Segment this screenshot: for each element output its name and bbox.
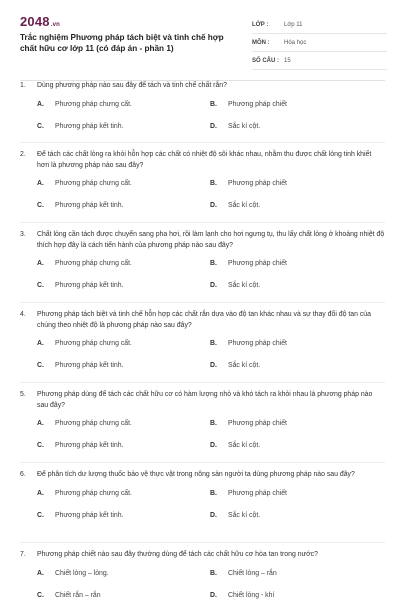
question-text: Để tách các chất lỏng ra khỏi hỗn hợp các chất có nhiệt độ sôi khác nhau, nhằm thu được chất lỏng tinh khiết hơn là phương pháp nào sau đây? bbox=[37, 151, 372, 169]
question-number: 7. bbox=[20, 551, 26, 558]
question-number: 3. bbox=[20, 231, 26, 238]
option-d[interactable]: D. Sắc kí cột. bbox=[210, 282, 261, 289]
option-a[interactable]: A. Chiết lỏng – lỏng. bbox=[37, 569, 109, 577]
option-c[interactable]: C. Phương pháp kết tinh. bbox=[37, 202, 124, 209]
option-b[interactable]: B. Chiết lỏng – rắn bbox=[210, 569, 277, 577]
question-1 bbox=[20, 81, 385, 144]
divider bbox=[20, 382, 385, 383]
option-d[interactable]: D. Sắc kí cột. bbox=[210, 442, 261, 449]
meta-grade-row bbox=[252, 16, 387, 34]
option-b[interactable]: B. Phương pháp chiết bbox=[210, 100, 287, 108]
quiz-title: Trắc nghiệm Phương pháp tách biệt và tinh chế hợp chất hữu cơ lớp 11 (có đáp án - phần 1) bbox=[20, 33, 224, 53]
question-text: Phương pháp tách biệt và tinh chế hỗn hợp các chất rắn dựa vào độ tan khác nhau và sự thay đổi độ tan của chúng theo nhiệt độ là phương pháp nào sau đây? bbox=[37, 311, 371, 329]
option-c[interactable]: C. Phương pháp kết tinh. bbox=[37, 511, 124, 519]
question-number: 2. bbox=[20, 151, 26, 158]
question-text: Dùng phương pháp nào sau đây để tách và tinh chế chất rắn? bbox=[37, 82, 227, 89]
option-d[interactable]: D. Sắc kí cột. bbox=[210, 362, 261, 369]
option-c[interactable]: C. Chiết rắn – rắn bbox=[37, 591, 101, 599]
divider bbox=[20, 462, 385, 463]
question-number: 4. bbox=[20, 311, 26, 318]
question-text: Để phân tích dư lượng thuốc bảo vệ thực vật trong nông sản người ta dùng phương pháp nào sau đây? bbox=[37, 471, 355, 478]
meta-count-row bbox=[252, 52, 387, 70]
question-number: 1. bbox=[20, 82, 26, 89]
question-6 bbox=[20, 470, 385, 533]
divider bbox=[20, 542, 385, 543]
meta-grade-value: Lớp 11 bbox=[284, 21, 303, 28]
option-d[interactable]: D. Sắc kí cột. bbox=[210, 511, 261, 519]
option-b[interactable]: B. Phương pháp chiết bbox=[210, 489, 287, 497]
option-a[interactable]: A. Phương pháp chưng cất. bbox=[37, 340, 132, 347]
quiz-meta bbox=[252, 16, 387, 70]
option-d[interactable]: D. Chiết lỏng - khí bbox=[210, 591, 275, 599]
option-b[interactable]: B. Phương pháp chiết bbox=[210, 180, 287, 187]
divider bbox=[20, 302, 385, 303]
site-logo[interactable]: 2048.vn bbox=[20, 14, 61, 29]
question-text: Phương pháp dùng để tách các chất hữu cơ có hàm lượng nhỏ và khó tách ra khỏi nhau là phương pháp nào sau đây? bbox=[37, 391, 373, 409]
meta-grade-label: LỚP : bbox=[252, 21, 269, 28]
option-d[interactable]: D. Sắc kí cột. bbox=[210, 202, 261, 209]
option-c[interactable]: C. Phương pháp kết tinh. bbox=[37, 362, 124, 369]
question-number: 6. bbox=[20, 471, 26, 478]
header bbox=[20, 14, 385, 74]
divider bbox=[20, 222, 385, 223]
option-b[interactable]: B. Phương pháp chiết bbox=[210, 260, 287, 267]
option-a[interactable]: A. Phương pháp chưng cất. bbox=[37, 100, 132, 108]
option-d[interactable]: D. Sắc kí cột. bbox=[210, 122, 261, 130]
option-b[interactable]: B. Phương pháp chiết bbox=[210, 420, 287, 427]
option-a[interactable]: A. Phương pháp chưng cất. bbox=[37, 260, 132, 267]
question-number: 5. bbox=[20, 391, 26, 398]
meta-count-value: 15 bbox=[284, 57, 291, 64]
meta-subject-row bbox=[252, 34, 387, 52]
option-a[interactable]: A. Phương pháp chưng cất. bbox=[37, 180, 132, 187]
question-4 bbox=[20, 310, 385, 383]
question-text: Chất lỏng cần tách được chuyển sang pha hơi, rồi làm lạnh cho hơi ngưng tụ, thu lấy chất lỏng ở khoảng nhiệt độ thích hợp đây là cách tiến hành của phương pháp nào sau đây? bbox=[37, 231, 385, 249]
meta-subject-value: Hóa học bbox=[284, 39, 307, 46]
question-7 bbox=[20, 550, 385, 600]
question-text: Phương pháp chiết nào sau đây thường dùng để tách các chất hữu cơ hòa tan trong nước? bbox=[37, 551, 318, 558]
option-a[interactable]: A. Phương pháp chưng cất. bbox=[37, 489, 132, 497]
option-c[interactable]: C. Phương pháp kết tinh. bbox=[37, 282, 124, 289]
meta-subject-label: MÔN : bbox=[252, 39, 270, 46]
meta-count-label: SỐ CÂU : bbox=[252, 57, 279, 64]
question-5 bbox=[20, 390, 385, 463]
divider bbox=[20, 142, 385, 143]
question-3 bbox=[20, 230, 385, 303]
option-c[interactable]: C. Phương pháp kết tinh. bbox=[37, 122, 124, 130]
option-c[interactable]: C. Phương pháp kết tinh. bbox=[37, 442, 124, 449]
option-a[interactable]: A. Phương pháp chưng cất. bbox=[37, 420, 132, 427]
question-2 bbox=[20, 150, 385, 223]
option-b[interactable]: B. Phương pháp chiết bbox=[210, 340, 287, 347]
